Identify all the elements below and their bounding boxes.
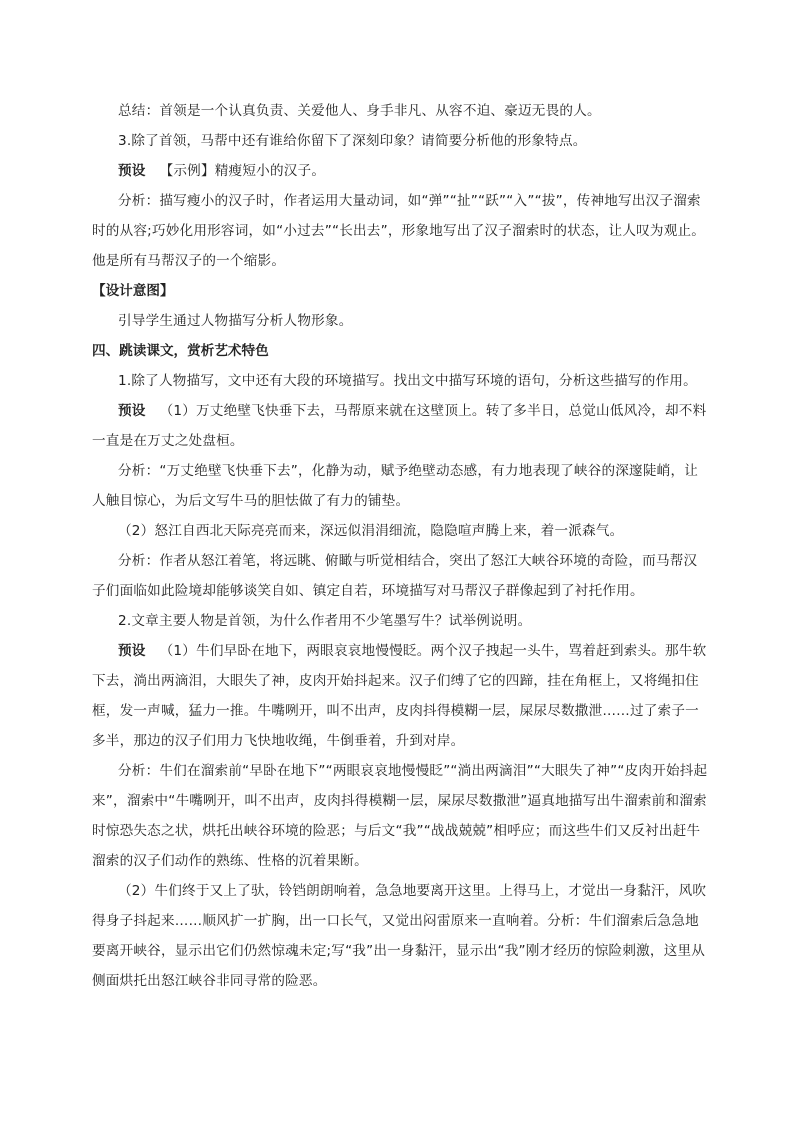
question-2: 2.文章主要人物是首领，为什么作者用不少笔墨写牛？试举例说明。: [118, 613, 532, 629]
analysis-paragraph-2: 分析：“万丈绝壁飞快垂下去”，化静为动，赋予绝壁动态感，有力地表现了峡谷的深邃陡峭，让人触目惊心，为后文写牛马的胆怯做了有力的铺垫。: [92, 463, 699, 509]
preset-example-text: 【示例】精瘦短小的汉子。: [159, 163, 326, 179]
preset-label: 预设: [118, 643, 146, 659]
preset-environment-1: [92, 396, 708, 456]
section-4-heading: 四、跳读课文，赏析艺术特色: [92, 343, 269, 359]
analysis-paragraph-1: 分析：描写瘦小的汉子时，作者运用大量动词，如“弹”“扯”“跃”“入”“拔”，传神地写出汉子溜索时的从容;巧妙化用形容词，如“小过去”“长出去”，形象地写出了汉子溜索时的状态，让人叹为观止。他是所有马帮汉子的一个缩影。: [92, 193, 706, 269]
design-intent-heading: 【设计意图】: [92, 283, 174, 299]
analysis-paragraph-3: 分析：作者从怒江着笔，将远眺、俯瞰与听觉相结合，突出了怒江大峡谷环境的奇险，而马帮汉子们面临如此险境却能够谈笑自如、镇定自若，环境描写对马帮汉子群像起到了衬托作用。: [92, 553, 698, 599]
preset-label: 预设: [118, 163, 146, 179]
preset-label: 预设: [118, 403, 146, 419]
analysis-paragraph-4: 分析：牛们在溜索前“早卧在地下”“两眼哀哀地慢慢眨”“淌出两滴泪”“大眼失了神”“皮肉开始抖起来”，溜索中“牛嘴咧开，叫不出声，皮肉抖得模糊一层，屎尿尽数撒泄”逼真地描写出牛溜索前和溜索时惊恐失态之状，烘托出峡谷环境的险恶；与后文“我”“战战兢兢”相呼应；而这些牛们又反衬出赶牛溜索的汉子们动作的熟练、性格的沉着果断。: [92, 763, 708, 869]
cattle-quote-2: （2）牛们终于又上了驮，铃铛朗朗响着，急急地要离开这里。上得马上，才觉出一身黏汗，风吹得身子抖起来……顺风扩一扩胸，出一口长气，又觉出闷雷原来一直响着。分析：牛们溜索后急急地要离开峡谷，显示出它们仍然惊魂未定;写“我”出一身黏汗，显示出“我”刚才经历的惊险刺激，这里从侧面烘托出怒江峡谷非同寻常的险恶。: [92, 883, 707, 989]
question-1: 1.除了人物描写，文中还有大段的环境描写。找出文中描写环境的语句，分析这些描写的作用。: [118, 373, 697, 389]
preset-cattle-1-text: （1）牛们早卧在地下，两眼哀哀地慢慢眨。两个汉子拽起一头牛，骂着赶到索头。那牛软下去，淌出两滴泪，大眼失了神，皮肉开始抖起来。汉子们缚了它的四蹄，挂在角框上，又将绳扣住框，发一声喊，猛力一推。牛嘴咧开，叫不出声，皮肉抖得模糊一层，屎尿尽数撒泄……过了索子一多半，那边的汉子们用力飞快地收绳，牛倒垂着，升到对岸。: [92, 643, 707, 749]
design-intent-text: 引导学生通过人物描写分析人物形象。: [118, 313, 353, 329]
preset-example-paragraph: [92, 156, 708, 186]
document-body: [92, 96, 708, 996]
summary-paragraph: 总结：首领是一个认真负责、关爱他人、身手非凡、从容不迫、豪迈无畏的人。: [118, 103, 601, 119]
environment-quote-2: （2）怒江自西北天际亮亮而来，深远似涓涓细流，隐隐喧声腾上来，着一派森气。: [118, 523, 624, 539]
preset-environment-1-text: （1）万丈绝壁飞快垂下去，马帮原来就在这壁顶上。转了多半日，总觉山低风冷，却不料一直是在万丈之处盘桓。: [92, 403, 707, 449]
question-3: 3.除了首领，马帮中还有谁给你留下了深刻印象？请简要分析他的形象特点。: [118, 133, 587, 149]
preset-cattle-1: [92, 636, 708, 756]
